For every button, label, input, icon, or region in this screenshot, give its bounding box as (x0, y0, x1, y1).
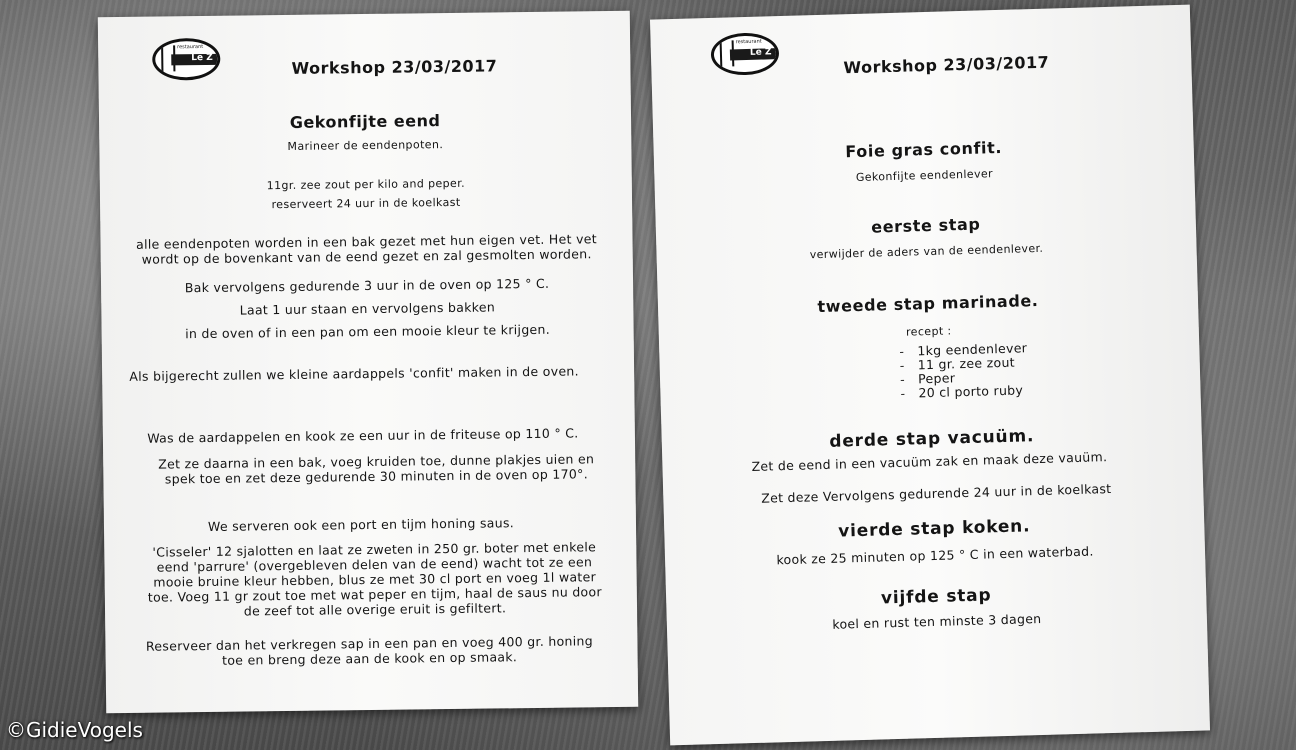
workshop-header: Workshop 23/03/2017 (291, 56, 498, 78)
sauce-paragraph: 'Cisseler' 12 sjalotten en laat ze zweten in 250 gr. boter met enkele eend 'parrure' (overgebleven delen van de eend) wacht tot ze een mooie bruine kleur hebben, blus ze met 30 cl port en voeg 1l water toe. Voeg 11 gr zout toe met wat peper en tijm, haal de saus nu door de zeef tot alle overige eruit is gefiltert. (147, 539, 602, 619)
fat-paragraph: alle eendenpoten worden in een bak gezet met hun eigen vet. Het vet wordt op de bovenkant van de eend gezet en zal gesmolten worden. (136, 231, 598, 267)
step4-text: kook ze 25 minuten op 125 ° C in een waterbad. (776, 543, 1094, 568)
step4-title: vierde stap koken. (837, 516, 1031, 542)
step1-text: verwijder de aders van de eendenlever. (809, 241, 1044, 262)
workshop-header: Workshop 23/03/2017 (843, 52, 1050, 78)
recipe-sheet-foie-gras (650, 5, 1210, 746)
honey-paragraph: Reserveer dan het verkregen sap in een pan en voeg 400 gr. honing toe en breng deze aan de kook en op smaak. (145, 633, 594, 668)
serve-line: We serveren ook een port en tijm honing saus. (207, 515, 515, 534)
logo-text: Le Z (749, 47, 772, 58)
step3-text-2: Zet deze Vervolgens gedurende 24 uur in de koelkast (761, 480, 1112, 506)
step5-title: vijfde stap (880, 585, 992, 609)
recipe-label: recept : (905, 324, 952, 339)
step1-title: eerste stap (870, 214, 981, 237)
recipe-title: Foie gras confit. (845, 137, 1003, 162)
restaurant-logo: Le Z restaurant (710, 32, 779, 76)
side-dish-paragraph: Als bijgerecht zullen we kleine aardappels 'confit' maken in de oven. (129, 363, 579, 384)
ingredient-item: - 20 cl porto ruby (900, 383, 1028, 401)
photo-watermark: ©GidieVogels (6, 718, 143, 742)
reserve-line: reserveert 24 uur in de koelkast (271, 195, 461, 212)
recipe-title: Gekonfijte eend (289, 111, 441, 132)
rest-line: Laat 1 uur staan en vervolgens bakken (239, 299, 496, 318)
recipe-subtitle: Gekonfijte eendenlever (855, 167, 994, 184)
oven-line: Bak vervolgens gedurende 3 uur in de oven op 125 ° C. (184, 275, 550, 296)
bake-paragraph: Zet ze daarna in een bak, voeg kruiden toe, dunne plakjes uien en spek toe en zet deze gedurende 30 minuten in de oven op 170°. (158, 451, 595, 487)
step3-text: Zet de eend in een vacuüm zak en maak deze vauüm. (751, 449, 1108, 475)
wash-line: Was de aardappelen en kook ze een uur in de friteuse op 110 ° C. (147, 425, 579, 446)
logo-text: Le Z (191, 52, 213, 64)
pan-line: in de oven of in een pan om een mooie kleur te krijgen. (185, 321, 551, 342)
step5-text: koel en rust ten minste 3 dagen (832, 610, 1042, 632)
salt-line: 11gr. zee zout per kilo and peper. (266, 176, 466, 193)
step2-title: tweede stap marinade. (817, 290, 1039, 317)
ingredient-item: - 11 gr. zee zout (900, 355, 1028, 373)
recipe-subtitle: Marineer de eendenpoten. (287, 138, 444, 153)
restaurant-logo: Le Z restaurant (152, 38, 221, 81)
recipe-sheet-duck-confit (98, 11, 638, 713)
ingredient-item: - 1kg eendenlever (899, 341, 1027, 359)
step3-title: derde stap vacuüm. (829, 426, 1035, 452)
ingredient-list (899, 341, 1028, 401)
ingredient-item: - Peper (900, 369, 1028, 387)
